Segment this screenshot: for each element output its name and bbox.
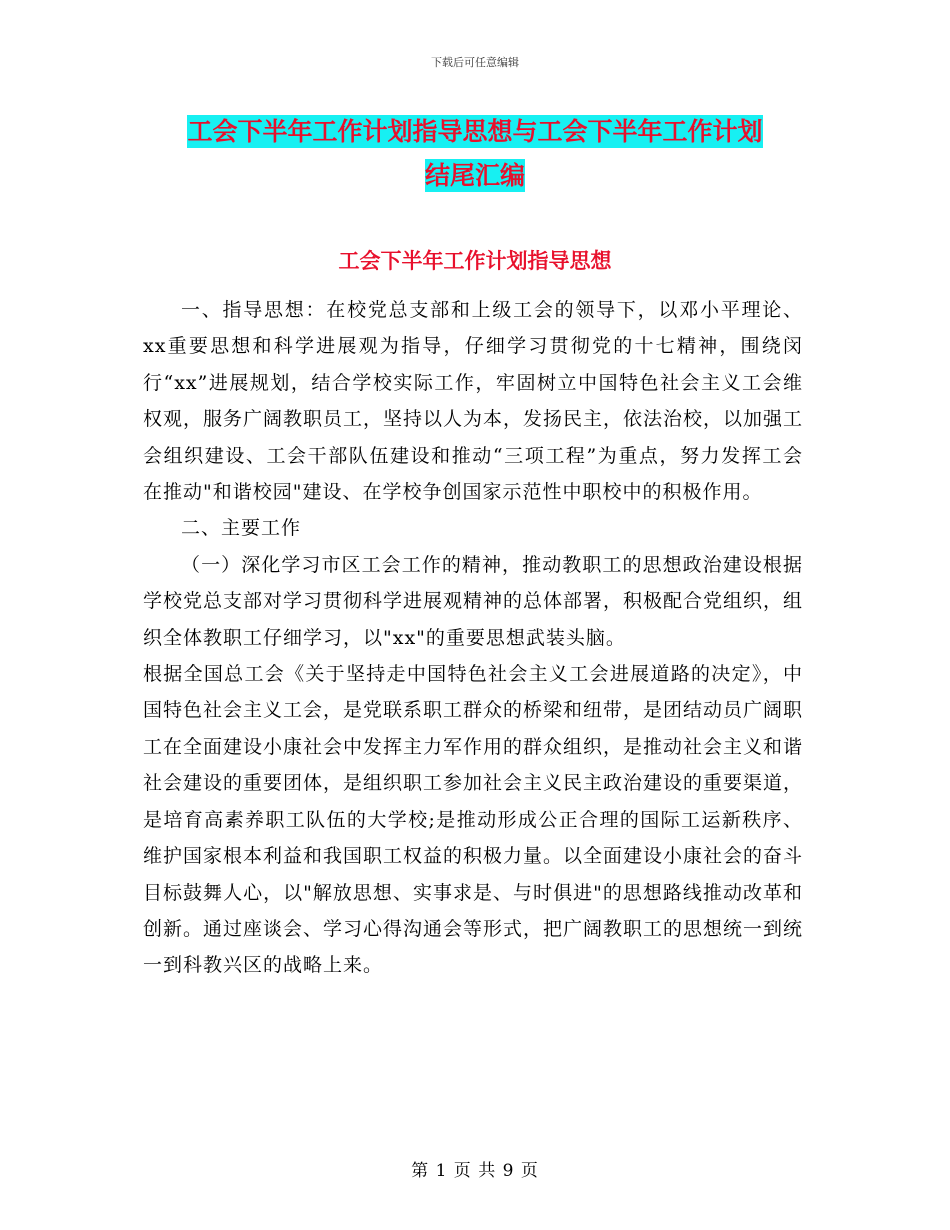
paragraph-study-item: （一）深化学习市区工会工作的精神，推动教职工的思想政治建设根据学校党总支部对学习贯彻科学进展观精神的总体部署，积极配合党组织，组织全体教职工仔细学习，以"xx"的重要思想武装头脑。 <box>143 553 804 649</box>
header-note: 下载后可任意编辑 <box>431 56 519 69</box>
paragraph-main-work-heading: 二、主要工作 <box>181 517 302 540</box>
document-title-line1: 工会下半年工作计划指导思想与工会下半年工作计划 <box>187 117 763 146</box>
document-body <box>143 292 803 984</box>
paragraph-guiding-thought: 一、指导思想：在校党总支部和上级工会的领导下，以邓小平理论、xx重要思想和科学进展观为指导，仔细学习贯彻党的十七精神，围绕闵行“xx”进展规划，结合学校实际工作，牢固树立中国特色社会主义工会维权观，服务广阔教职员工，坚持以人为本，发扬民主，依法治校，以加强工会组织建设、工会干部队伍建设和推动“三项工程”为重点，努力发挥工会在推动"和谐校园"建设、在学校争创国家示范性中职校中的积极作用。 <box>143 299 804 504</box>
page-number: 第 1 页 共 9 页 <box>411 1161 539 1181</box>
document-title-line2: 结尾汇编 <box>424 161 525 190</box>
paragraph-federation-decision: 根据全国总工会《关于坚持走中国特色社会主义工会进展道路的决定》，中国特色社会主义工会，是党联系职工群众的桥梁和纽带，是团结动员广阔职工在全面建设小康社会中发挥主力军作用的群众组织，是推动社会主义和谐社会建设的重要团体，是组织职工参加社会主义民主政治建设的重要渠道，是培育高素养职工队伍的大学校;是推动形成公正合理的国际工运新秩序、维护国家根本利益和我国职工权益的积极力量。以全面建设小康社会的奋斗目标鼓舞人心，以"解放思想、实事求是、与时俱进"的思想路线推动改革和创新。通过座谈会、学习心得沟通会等形式，把广阔教职工的思想统一到统一到科教兴区的战略上来。 <box>143 663 804 977</box>
document-title <box>0 110 950 198</box>
section-title: 工会下半年工作计划指导思想 <box>338 248 612 273</box>
